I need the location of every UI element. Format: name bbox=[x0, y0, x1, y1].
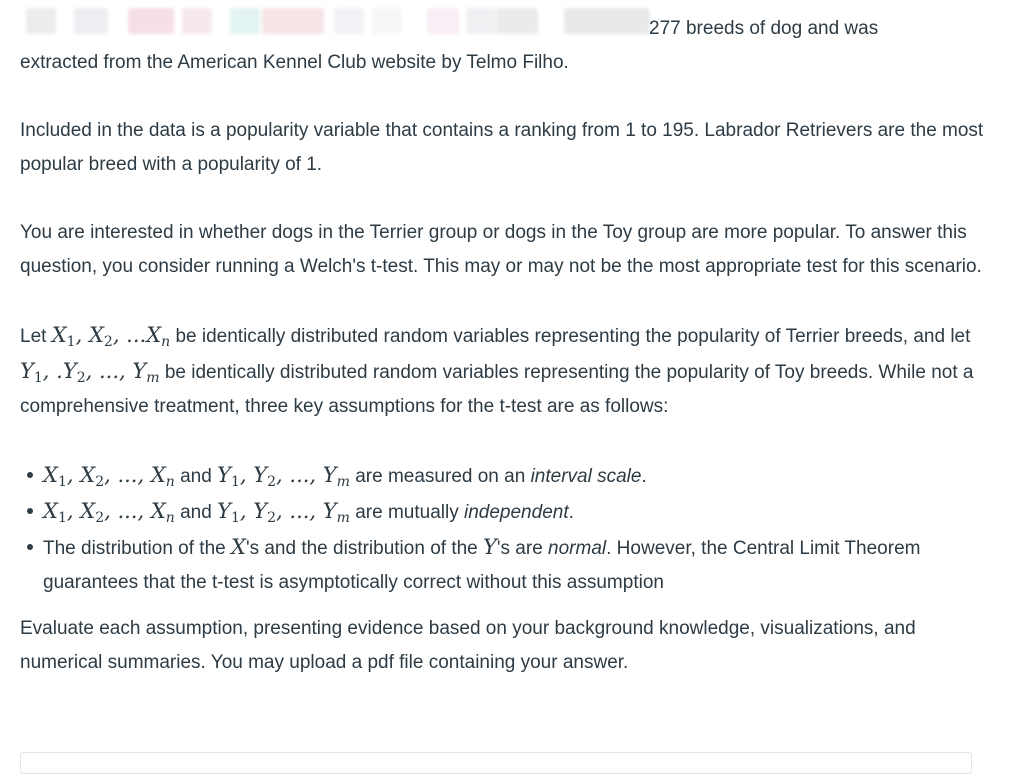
closing-paragraph: Evaluate each assumption, presenting evidence based on your background knowledge, visualizations, and numerical summaries. You may upload a pdf file containing your answer. bbox=[20, 618, 916, 673]
x-variables-math: $X_1$, $X_2$, $...X_n$ bbox=[51, 323, 171, 350]
assumption-item-normality: The distribution of the X's and the distribution of the Y's are normal. However, the Central Limit Theorem guarantees that the t-test is asymptotically correct without this assumption bbox=[43, 530, 990, 600]
intro-paragraph bbox=[20, 12, 990, 80]
interest-paragraph: You are interested in whether dogs in the Terrier group or dogs in the Toy group are more popular. To answer this question, you consider running a Welch's t-test. This may or may not be the most appropriate test for this scenario. bbox=[20, 222, 982, 277]
independent-term: independent bbox=[464, 502, 569, 523]
question-body bbox=[20, 12, 990, 680]
x-symbol: X bbox=[231, 535, 246, 559]
x-variables-math: $X_1$, $X_2$, ..., $X_n$ bbox=[43, 499, 175, 526]
x-variables-math: $X_1$, $X_2$, ..., $X_n$ bbox=[43, 463, 175, 490]
intro-line-2: extracted from the American Kennel Club website by Telmo Filho. bbox=[20, 52, 569, 73]
normal-term: normal bbox=[548, 538, 607, 559]
definition-paragraph: Let $X_1$, $X_2$, $...X_n$ be identically distributed random variables representing the popularity of Terrier breeds, and let $Y_1$, $.Y_2$, ..., $Y_m$ be identically distributed random variables representing the popularity of Toy breeds. While not a comprehensive treatment, three key assumptions for the t-test are as follows: bbox=[20, 323, 974, 417]
y-variables-math: $Y_1$, $Y_2$, ..., $Y_m$ bbox=[217, 463, 350, 490]
y-variables-math: $Y_1$, $.Y_2$, ..., $Y_m$ bbox=[20, 359, 160, 386]
interval-scale-term: interval scale bbox=[530, 466, 642, 487]
assumption-item-interval: $X_1$, $X_2$, ..., $X_n$ and $Y_1$, $Y_2$, ..., $Y_m$ are measured on an interval scale. bbox=[43, 458, 990, 494]
popularity-paragraph: Included in the data is a popularity variable that contains a ranking from 1 to 195. Labrador Retrievers are the most popular breed with a popularity of 1. bbox=[20, 120, 984, 175]
y-symbol: Y bbox=[483, 535, 497, 559]
y-variables-math: $Y_1$, $Y_2$, ..., $Y_m$ bbox=[217, 499, 350, 526]
answer-upload-box[interactable] bbox=[20, 752, 972, 774]
intro-tail: 277 breeds of dog and was bbox=[649, 18, 879, 39]
assumption-item-independence: $X_1$, $X_2$, ..., $X_n$ and $Y_1$, $Y_2$, ..., $Y_m$ are mutually independent. bbox=[43, 494, 990, 530]
assumption-list bbox=[20, 458, 990, 600]
